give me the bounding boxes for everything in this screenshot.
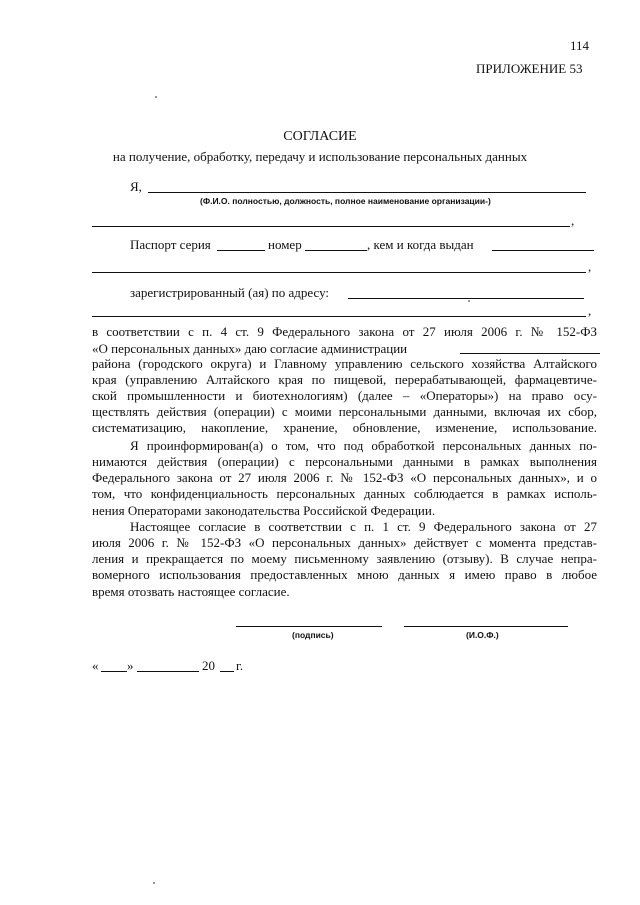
scan-speck — [468, 300, 470, 302]
i-label: Я, — [130, 179, 142, 194]
appendix-label: ПРИЛОЖЕНИЕ 53 — [476, 61, 583, 76]
info-line: нения Операторами законодательства Российской Федерации. — [92, 503, 436, 518]
address-label: зарегистрированный (ая) по адресу: — [130, 285, 330, 300]
consent-line: «О персональных данных» даю согласие администрации — [92, 341, 408, 356]
passport-series-field[interactable] — [217, 250, 265, 251]
issued-label: , кем и когда выдан — [367, 237, 474, 252]
info-line: нимаются действия (операции) с персональными данными в рамках выполнения — [92, 454, 597, 469]
date-close-quote: » — [127, 658, 134, 673]
validity-line: июля 2006 г. № 152-ФЗ «О персональных данных» действует с момента представ- — [92, 535, 597, 550]
initials-label: (И.О.Ф.) — [466, 630, 499, 640]
address-continuation-field[interactable] — [92, 316, 586, 317]
date-year-prefix: 20 — [202, 658, 215, 673]
date-year-field[interactable] — [220, 671, 234, 672]
administration-field[interactable] — [460, 353, 600, 354]
initials-field[interactable] — [404, 626, 568, 627]
consent-line: систематизацию, накопление, хранение, обновление, изменение, использование. — [92, 420, 597, 435]
fio-field[interactable] — [148, 192, 586, 193]
passport-number-field[interactable] — [305, 250, 367, 251]
passport-number-label: номер — [268, 237, 302, 252]
consent-line: ществлять действия (операции) с моими персональными данными, включая их сбор, — [92, 404, 597, 419]
info-line: Федерального закона от 27 июля 2006 г. № 152-ФЗ «О персональных данных», и о — [92, 470, 597, 485]
comma: , — [588, 259, 592, 274]
document-subtitle: на получение, обработку, передачу и использование персональных данных — [112, 149, 528, 164]
date-year-suffix: г. — [236, 658, 244, 673]
consent-line: района (городского округа) и Главному управлению сельского хозяйства Алтайского — [92, 356, 597, 371]
validity-line: время отозвать настоящее согласие. — [92, 584, 290, 599]
page-number: 114 — [570, 38, 590, 53]
signature-label: (подпись) — [292, 630, 334, 640]
date-month-field[interactable] — [137, 671, 199, 672]
issued-field[interactable] — [492, 250, 594, 251]
date-open-quote: « — [92, 658, 99, 673]
issued-continuation-field[interactable] — [92, 272, 586, 273]
signature-field[interactable] — [236, 626, 382, 627]
validity-line: ления и прекращается по моему письменному заявлению (отзыву). В случае непра- — [92, 551, 597, 566]
scan-speck — [155, 96, 157, 98]
address-field[interactable] — [348, 298, 584, 299]
validity-line: Настоящее согласие в соответствии с п. 1 ст. 9 Федерального закона от 27 — [130, 519, 597, 534]
fio-continuation-field[interactable] — [92, 226, 570, 227]
comma: , — [588, 303, 592, 318]
scan-speck — [153, 882, 155, 884]
date-day-field[interactable] — [101, 671, 127, 672]
passport-series-label: Паспорт серия — [130, 237, 211, 252]
info-line: том, что конфиденциальность персональных данных соблюдается в рамках исполь- — [92, 486, 597, 501]
consent-line: края (управлению Алтайского края по пищевой, перерабатывающей, фармацевтиче- — [92, 372, 597, 387]
consent-line: в соответствии с п. 4 ст. 9 Федерального закона от 27 июля 2006 г. № 152-ФЗ — [92, 324, 597, 339]
fio-hint: (Ф.И.О. полностью, должность, полное наименование организации-) — [200, 196, 491, 206]
comma: , — [571, 213, 575, 228]
info-line: Я проинформирован(а) о том, что под обработкой персональных данных по- — [130, 438, 597, 453]
validity-line: вомерного использования предоставленных мною данных я имею право в любое — [92, 567, 597, 582]
consent-line: ской промышленности и биотехнологиям) (далее – «Операторы») на право осу- — [92, 388, 597, 403]
document-title: СОГЛАСИЕ — [283, 129, 357, 144]
